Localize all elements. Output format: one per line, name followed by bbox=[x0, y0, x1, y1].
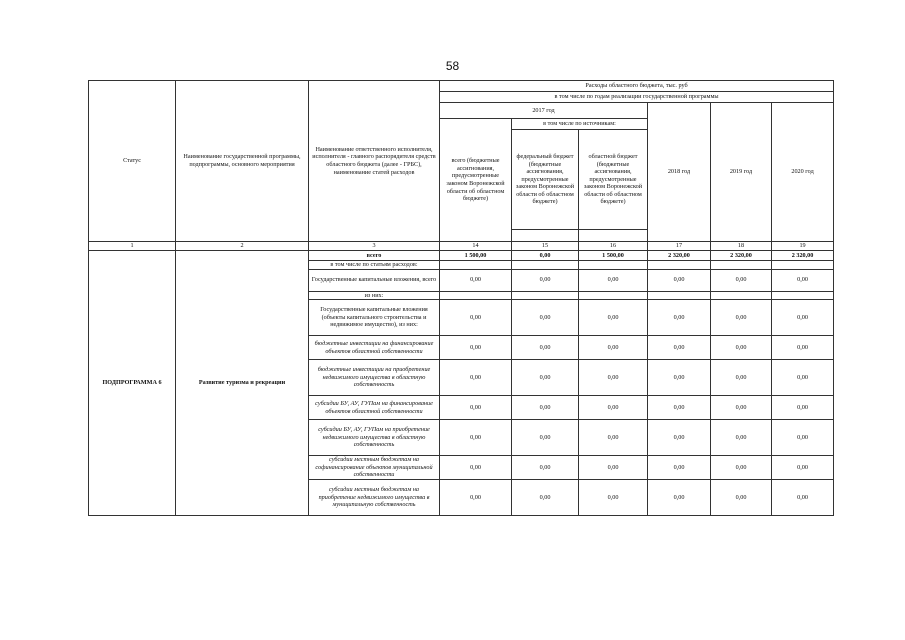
value-cell: 0,00 bbox=[512, 420, 579, 456]
column-numbers-row bbox=[89, 242, 834, 251]
value-cell: 0,00 bbox=[440, 360, 512, 396]
value-cell bbox=[711, 291, 772, 300]
value-cell: 2 320,00 bbox=[772, 251, 834, 261]
value-cell: 1 500,00 bbox=[579, 251, 648, 261]
value-cell: 0,00 bbox=[772, 269, 834, 291]
value-cell: 0,00 bbox=[579, 396, 648, 420]
value-cell: 0,00 bbox=[440, 456, 512, 480]
value-cell: 0,00 bbox=[512, 269, 579, 291]
header-by-years: в том числе по годам реализации государственной программы bbox=[440, 92, 834, 103]
value-cell: 0,00 bbox=[512, 300, 579, 336]
value-cell: 0,00 bbox=[648, 420, 711, 456]
value-cell bbox=[579, 291, 648, 300]
row-label: Государственные капитальные вложения, всего bbox=[309, 269, 440, 291]
value-cell: 0,00 bbox=[772, 360, 834, 396]
value-cell: 0,00 bbox=[772, 396, 834, 420]
value-cell bbox=[440, 291, 512, 300]
value-cell bbox=[512, 261, 579, 270]
header-total-col: всего (бюджетные ассигнования, предусмотренные законом Воронежской области об областном бюджете) bbox=[440, 119, 512, 242]
value-cell: 0,00 bbox=[648, 480, 711, 516]
value-cell: 0,00 bbox=[512, 251, 579, 261]
value-cell: 0,00 bbox=[711, 360, 772, 396]
value-cell: 0,00 bbox=[579, 456, 648, 480]
row-label: бюджетные инвестиции на финансирование объектов областной собственности bbox=[309, 336, 440, 360]
value-cell: 0,00 bbox=[648, 360, 711, 396]
value-cell: 0,00 bbox=[440, 396, 512, 420]
value-cell: 0,00 bbox=[512, 456, 579, 480]
row-label: всего bbox=[309, 251, 440, 261]
row-label: субсидии БУ, АУ, ГУПам на приобретение недвижимого имущества в областную собственность bbox=[309, 420, 440, 456]
value-cell bbox=[772, 261, 834, 270]
row-label: субсидии БУ, АУ, ГУПам на финансирование объектов областной собственности bbox=[309, 396, 440, 420]
row-label: субсидии местным бюджетам на софинансирование объектов муниципальной собственности bbox=[309, 456, 440, 480]
value-cell: 0,00 bbox=[512, 336, 579, 360]
column-number: 1 bbox=[89, 242, 176, 251]
value-cell: 0,00 bbox=[440, 336, 512, 360]
value-cell: 1 500,00 bbox=[440, 251, 512, 261]
value-cell: 0,00 bbox=[648, 269, 711, 291]
header-year-2017: 2017 год bbox=[440, 103, 648, 119]
value-cell: 0,00 bbox=[579, 360, 648, 396]
header-federal-col: федеральный бюджет (бюджетные ассигнования, предусмотренные законом Воронежской области об областном бюджете) bbox=[512, 130, 579, 230]
value-cell: 0,00 bbox=[648, 336, 711, 360]
page-number: 58 bbox=[445, 59, 460, 73]
value-cell: 0,00 bbox=[579, 300, 648, 336]
value-cell: 0,00 bbox=[440, 300, 512, 336]
header-program-name: Наименование государственной программы, подпрограммы, основного мероприятия bbox=[176, 81, 309, 242]
row-label: субсидии местным бюджетам на приобретение недвижимого имущества в муниципальную собственность bbox=[309, 480, 440, 516]
header-year-2018: 2018 год bbox=[648, 103, 711, 242]
value-cell: 0,00 bbox=[512, 360, 579, 396]
header-status: Статус bbox=[89, 81, 176, 242]
value-cell bbox=[440, 261, 512, 270]
value-cell bbox=[512, 291, 579, 300]
row-label: в том числе по статьям расходов: bbox=[309, 261, 440, 270]
column-number: 2 bbox=[176, 242, 309, 251]
value-cell bbox=[772, 291, 834, 300]
value-cell: 2 320,00 bbox=[648, 251, 711, 261]
value-cell: 0,00 bbox=[711, 396, 772, 420]
header-year-2019: 2019 год bbox=[711, 103, 772, 242]
value-cell: 0,00 bbox=[648, 396, 711, 420]
row-label: Государственные капитальные вложения (объекты капитального строительства и недвижимое имущество), из них: bbox=[309, 300, 440, 336]
subprogram-name: Развитие туризма и рекреации bbox=[176, 251, 309, 516]
value-cell: 0,00 bbox=[711, 480, 772, 516]
header-regional-col: областной бюджет (бюджетные ассигнования, предусмотренные законом Воронежской области об областном бюджете) bbox=[579, 130, 648, 230]
value-cell: 0,00 bbox=[512, 396, 579, 420]
budget-table bbox=[88, 80, 834, 516]
value-cell: 0,00 bbox=[579, 336, 648, 360]
value-cell: 0,00 bbox=[648, 456, 711, 480]
value-cell: 0,00 bbox=[711, 456, 772, 480]
value-cell: 0,00 bbox=[772, 480, 834, 516]
value-cell: 0,00 bbox=[648, 300, 711, 336]
column-number: 16 bbox=[579, 242, 648, 251]
value-cell bbox=[648, 261, 711, 270]
table-row bbox=[89, 251, 834, 261]
value-cell: 0,00 bbox=[440, 420, 512, 456]
value-cell: 0,00 bbox=[772, 420, 834, 456]
header-expenses: Расходы областного бюджета, тыс. руб bbox=[440, 81, 834, 92]
value-cell: 0,00 bbox=[711, 300, 772, 336]
value-cell: 2 320,00 bbox=[711, 251, 772, 261]
value-cell: 0,00 bbox=[711, 269, 772, 291]
value-cell: 0,00 bbox=[772, 336, 834, 360]
column-number: 19 bbox=[772, 242, 834, 251]
value-cell: 0,00 bbox=[772, 456, 834, 480]
row-label: из них: bbox=[309, 291, 440, 300]
value-cell: 0,00 bbox=[579, 480, 648, 516]
value-cell: 0,00 bbox=[440, 480, 512, 516]
header-year-2020: 2020 год bbox=[772, 103, 834, 242]
header-by-sources: в том числе по источникам: bbox=[512, 119, 648, 130]
value-cell: 0,00 bbox=[579, 420, 648, 456]
row-label: бюджетные инвестиции на приобретение недвижимого имущества в областную собственность bbox=[309, 360, 440, 396]
subprogram-status: ПОДПРОГРАММА 6 bbox=[89, 251, 176, 516]
column-number: 14 bbox=[440, 242, 512, 251]
value-cell: 0,00 bbox=[711, 336, 772, 360]
column-number: 3 bbox=[309, 242, 440, 251]
header-executor: Наименование ответственного исполнителя, исполнителя - главного распорядителя средств областного бюджета (далее - ГРБС), наименование статей расходов bbox=[309, 81, 440, 242]
column-number: 17 bbox=[648, 242, 711, 251]
value-cell: 0,00 bbox=[772, 300, 834, 336]
column-number: 15 bbox=[512, 242, 579, 251]
value-cell bbox=[648, 291, 711, 300]
value-cell: 0,00 bbox=[579, 269, 648, 291]
column-number: 18 bbox=[711, 242, 772, 251]
value-cell: 0,00 bbox=[711, 420, 772, 456]
value-cell: 0,00 bbox=[440, 269, 512, 291]
value-cell: 0,00 bbox=[512, 480, 579, 516]
value-cell bbox=[711, 261, 772, 270]
value-cell bbox=[579, 261, 648, 270]
